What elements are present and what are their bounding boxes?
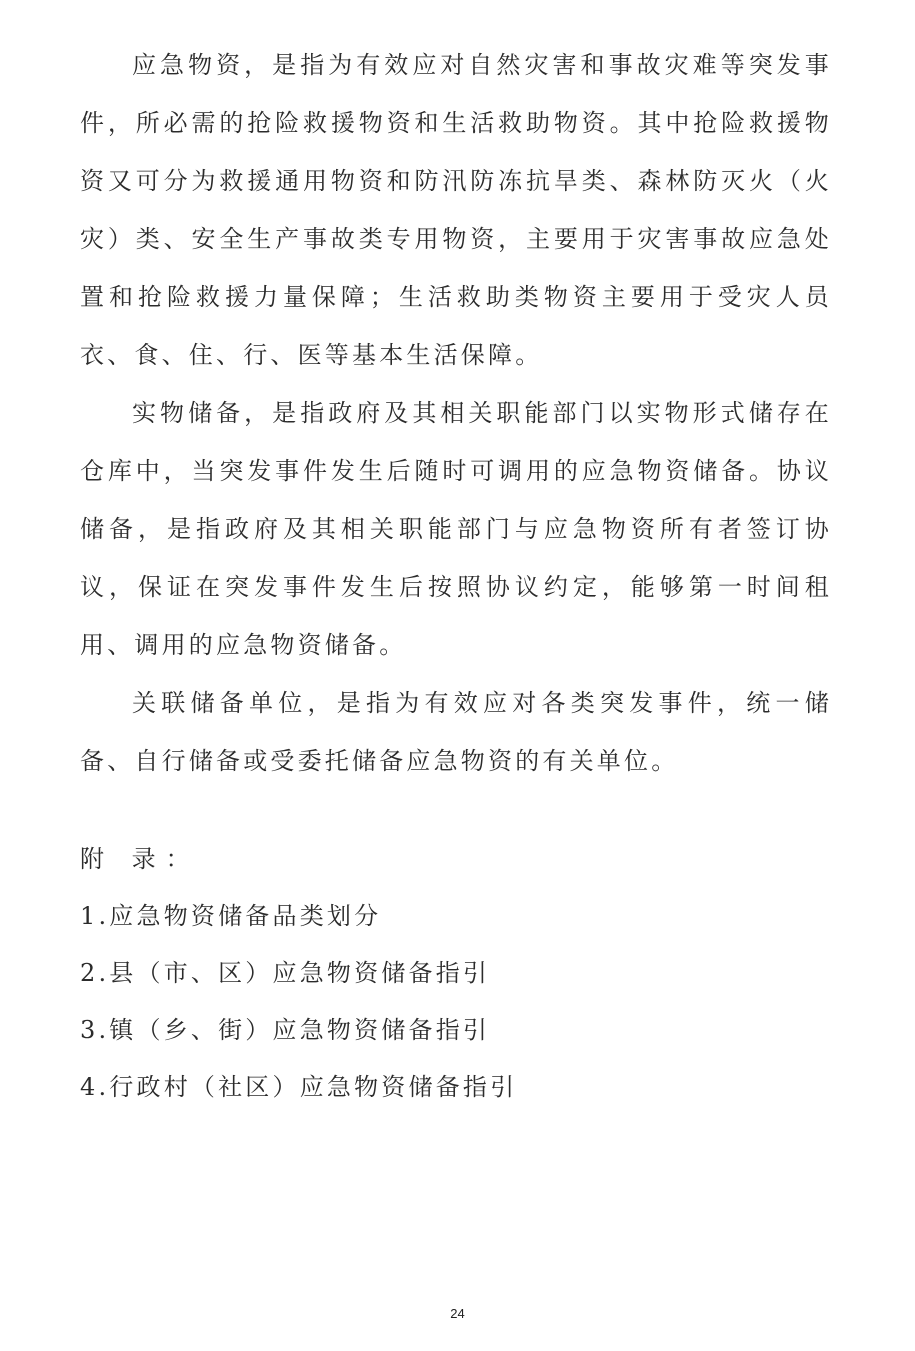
appendix-list bbox=[80, 888, 832, 1116]
paragraph-physical-agreement-reserve: 实物储备，是指政府及其相关职能部门以实物形式储存在仓库中，当突发事件发生后随时可调用的应急物资储备。协议储备，是指政府及其相关职能部门与应急物资所有者签订协议，保证在突发事件发生后按照协议约定，能够第一时间租用、调用的应急物资储备。 bbox=[80, 399, 832, 659]
appendix-item: 1.应急物资储备品类划分 bbox=[80, 902, 382, 930]
appendix-title: 附 录： bbox=[80, 845, 200, 873]
appendix-section bbox=[80, 830, 832, 1116]
appendix-item: 2.县（市、区）应急物资储备指引 bbox=[80, 959, 491, 987]
page-number: 24 bbox=[450, 1306, 465, 1321]
paragraph-emergency-supplies-definition: 应急物资，是指为有效应对自然灾害和事故灾难等突发事件，所必需的抢险救援物资和生活救助物资。其中抢险救援物资又可分为救援通用物资和防汛防冻抗旱类、森林防灭火（火灾）类、安全生产事故类专用物资，主要用于灾害事故应急处置和抢险救援力量保障；生活救助类物资主要用于受灾人员衣、食、住、行、医等基本生活保障。 bbox=[80, 51, 832, 369]
appendix-item: 4.行政村（社区）应急物资储备指引 bbox=[80, 1073, 518, 1101]
appendix-item: 3.镇（乡、街）应急物资储备指引 bbox=[80, 1016, 491, 1044]
paragraph-associated-reserve-units: 关联储备单位，是指为有效应对各类突发事件，统一储备、自行储备或受委托储备应急物资的有关单位。 bbox=[80, 689, 832, 775]
body-text bbox=[80, 36, 832, 790]
